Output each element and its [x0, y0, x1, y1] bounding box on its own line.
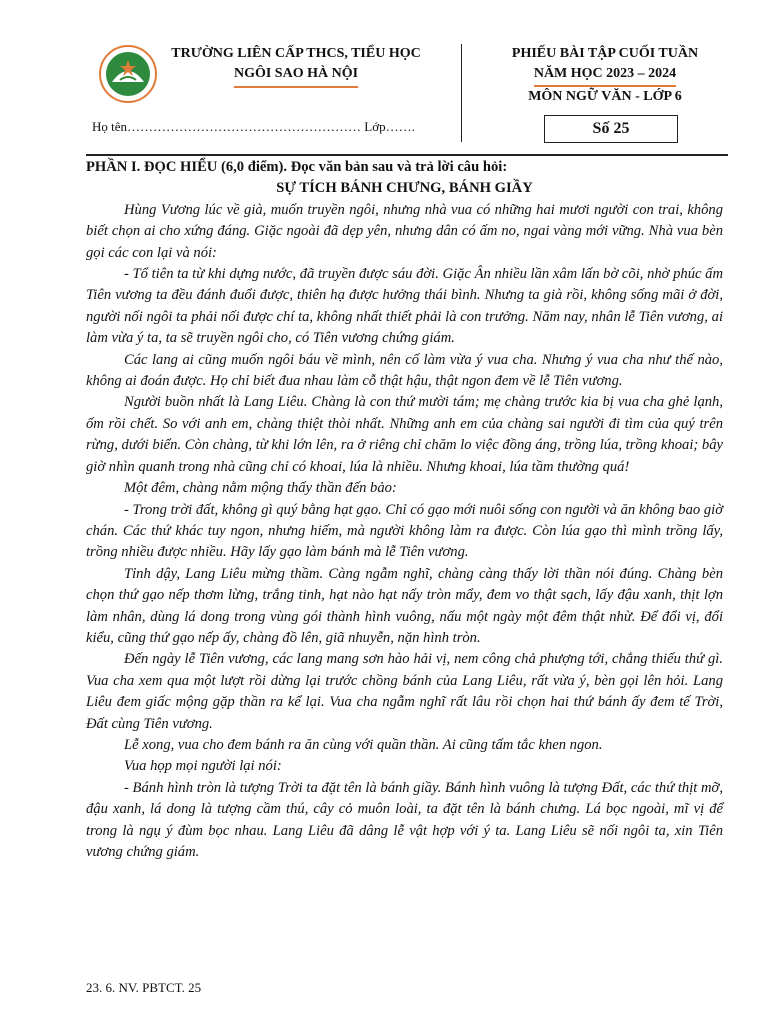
name-class-line: Họ tên……………………………………………… Lớp……. — [92, 119, 415, 134]
story-paragraph: - Trong trời đất, không gì quý bằng hạt gạo. Chỉ có gạo mới nuôi sống con người và ăn không bao giờ chán. Các thứ khác tuy ngon, nhưng hiếm, mà người không làm ra được. Còn lúa gạo thì mình trồng lấy, trồng nhiều được nhiều. Hãy lấy gạo làm bánh mà lễ Tiên vương. — [86, 501, 723, 561]
subject-line: MÔN NGỮ VĂN - LỚP 6 — [528, 89, 682, 104]
story-paragraph: - Bánh hình tròn là tượng Trời ta đặt tên là bánh giầy. Bánh hình vuông là tượng Đất, các thứ thịt mỡ, đậu xanh, lá dong là tượng cầm thú, cây cỏ muôn loài, ta đặt tên là bánh chưng. Lá bọc ngoài, mĩ vị để trong là ngụ ý đùm bọc nhau. Lang Liêu đã dâng lễ vật hợp với ý ta. Lang Liêu sẽ nối ngôi ta, xin Tiên vương chứng giám. — [86, 779, 723, 860]
header-divider — [461, 44, 462, 142]
story-title: SỰ TÍCH BÁNH CHƯNG, BÁNH GIẦY — [276, 180, 533, 197]
story-paragraph: Vua họp mọi người lại nói: — [124, 758, 282, 775]
section-heading: PHẦN I. ĐỌC HIỂU (6,0 điểm). Đọc văn bản sau và trả lời câu hỏi: — [86, 159, 508, 175]
footer-code: 23. 6. NV. PBTCT. 25 — [86, 980, 202, 995]
story-paragraph: Đến ngày lễ Tiên vương, các lang mang sơn hào hải vị, nem công chả phượng tới, chẳng thiếu thứ gì. Vua cha xem qua một lượt rồi dừng lại trước chồng bánh của Lang Liêu, rất vừa ý, bèn gọi lên hỏi. Lang Liêu đem giấc mộng gặp thần ra kể lại. Vua cha ngẫm nghĩ rất lâu rồi chọn hai thứ bánh ấy đem tế Trời, Đất cùng Tiên vương. — [86, 651, 723, 732]
story-paragraph: Người buồn nhất là Lang Liêu. Chàng là con thứ mười tám; mẹ chàng trước kia bị vua cha ghẻ lạnh, ốm rồi chết. So với anh em, chàng thiệt thòi nhất. Những anh em của chàng sai người đi tìm của quý trên rừng, dưới biển. Còn chàng, từ khi lớn lên, ra ở riêng chỉ chăm lo việc đồng áng, trồng lúa, trồng khoai; bây giờ nhìn quanh trong nhà cũng chỉ có khoai, lúa là nhiều. Nhưng khoai, lúa tầm thường quá! — [86, 394, 723, 475]
reading-content — [86, 157, 723, 863]
school-logo-icon — [98, 44, 158, 104]
story-paragraph: Hùng Vương lúc về già, muốn truyền ngôi, nhưng nhà vua có những hai mươi người con trai, không biết chọn ai cho xứng đáng. Giặc ngoài đã dẹp yên, nhưng dân có ấm no, ngai vàng mới vững. Nhà vua bèn gọi các con lại và nói: — [86, 201, 723, 261]
school-block — [165, 44, 427, 88]
sheet-title: PHIẾU BÀI TẬP CUỐI TUẦN — [511, 46, 699, 61]
school-year: NĂM HỌC 2023 – 2024 — [534, 64, 676, 87]
story-paragraph: Các lang ai cũng muốn ngôi báu về mình, nên cố làm vừa ý vua cha. Nhưng ý vua cha như thế nào, không ai đoán được. Họ chỉ biết đua nhau làm cỗ thật hậu, thật ngon đem về lễ Tiên vương. — [86, 351, 723, 390]
school-logo — [98, 44, 158, 104]
story-paragraph: - Tổ tiên ta từ khi dựng nước, đã truyền được sáu đời. Giặc Ân nhiều lần xâm lấn bờ cõi, nhờ phúc ấm Tiên vương ta đều đánh đuổi được, thiên hạ được hưởng thái bình. Nhưng ta già rồi, không sống mãi ở đời, người nối ngôi ta phải nối được chí ta, không nhất thiết phải là con trưởng. Năm nay, nhân lễ Tiên vương, ai làm vừa ý ta, ta sẽ truyền ngôi cho, có Tiên vương chứng giám. — [86, 266, 723, 347]
story-paragraph: Lễ xong, vua cho đem bánh ra ăn cùng với quần thần. Ai cũng tấm tắc khen ngon. — [124, 736, 603, 753]
story-paragraph: Tỉnh dậy, Lang Liêu mừng thầm. Càng ngẫm nghĩ, chàng càng thấy lời thần nói đúng. Chàng bèn chọn thứ gạo nếp thơm lừng, trắng tinh, hạt nào hạt nấy tròn mẩy, đem vo thật sạch, lấy đậu xanh, thịt lợn làm nhân, dùng lá dong trong vùng gói thành hình vuông, nấu một ngày một đêm thật nhừ. Để đổi vị, đổi kiểu, cũng thứ gạo nếp ấy, chàng đồ lên, giã nhuyễn, nặn hình tròn. — [86, 565, 723, 646]
header-rule — [86, 154, 728, 156]
school-name-line2: NGÔI SAO HÀ NỘI — [234, 64, 358, 88]
sheet-number-box: Số 25 — [544, 115, 678, 143]
sheet-block — [482, 44, 728, 107]
story-paragraph: Một đêm, chàng nằm mộng thấy thần đến bảo: — [124, 480, 397, 497]
school-name-line1: TRƯỜNG LIÊN CẤP THCS, TIỂU HỌC — [171, 46, 421, 61]
